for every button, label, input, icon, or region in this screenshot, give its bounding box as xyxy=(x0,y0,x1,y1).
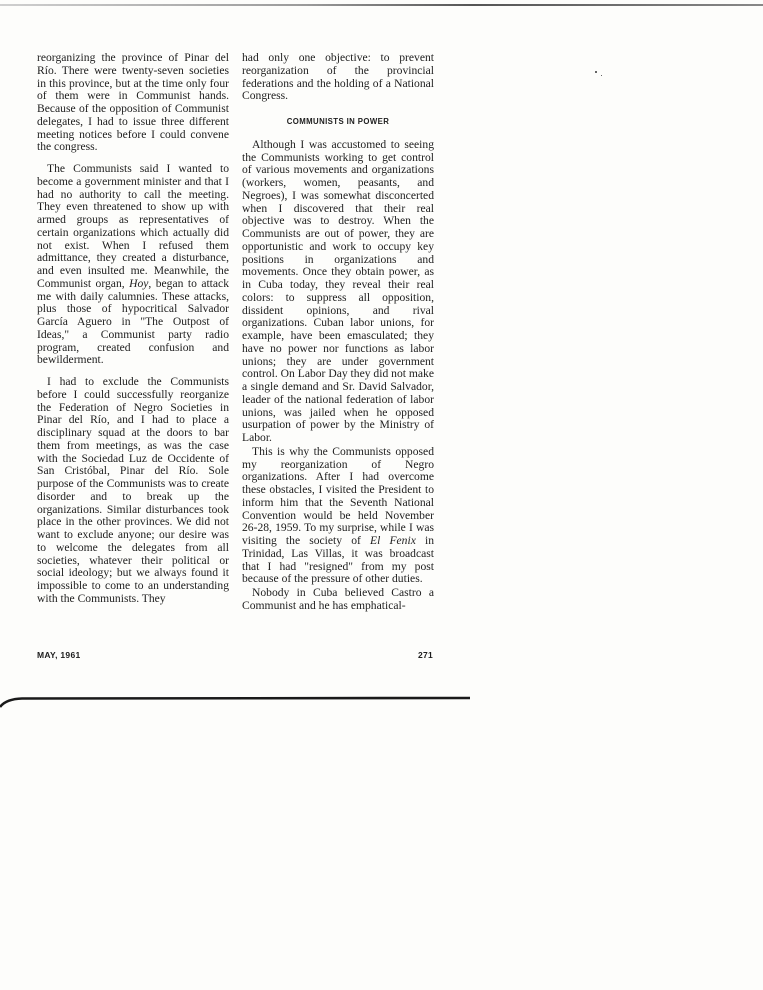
paragraph: Although I was accustomed to seeing the Communists working to get control of various movements and organizations (workers, women, peasants, and Negroes), I was somewhat disconcerted when I discovered that their real objective was to destroy. When the Communists are out of power, they are opportunistic and work to occupy key positions in organizations and movements. Once they obtain power, as in Cuba today, they reveal their real colors: to suppress all opposition, dissident opinions, and rival organizations. Cuban labor unions, for example, have been emasculated; they have no power nor functions as labor unions; they are under government control. On Labor Day they did not make a single demand and Sr. David Salvador, leader of the national federation of labor unions, was jailed when he opposed usurpation of power by the Ministry of Labor. xyxy=(242,137,434,444)
paragraph: The Communists said I wanted to become a government minister and that I had no authority to call the meeting. They even threatened to show up with armed groups as representatives of certain organizations which actually did not exist. When I refused them admittance, they created a disturbance, and even insulted me. Meanwhile, the Communist organ, Hoy, began to attack me with daily calumnies. These attacks, plus those of hypocritical Salvador García Aguero in "The Outpost of Ideas," a Communist party radio program, created confusion and bewilderment. xyxy=(37,162,229,367)
scan-top-rule xyxy=(0,4,763,6)
section-heading: COMMUNISTS IN POWER xyxy=(286,117,390,126)
left-column xyxy=(37,52,229,615)
page-number: 271 xyxy=(418,650,434,660)
scan-speck xyxy=(601,75,602,76)
paragraph: had only one objective: to prevent reorganization of the provincial federations and the holding of a National Congress. xyxy=(242,51,434,103)
paragraph: reorganizing the province of Pinar del Río. There were twenty-seven societies in this province, but at the time only four of them were in Communist hands. Because of the opposition of Communist delegates, I had to issue three different meeting notices before I could convene the congress. xyxy=(37,51,229,154)
paragraph: I had to exclude the Communists before I could successfully reorganize the Federation of Negro Societies in Pinar del Río, and I had to place a disciplinary squad at the doors to bar them from meetings, as was the case with the Sociedad Luz de Occidente of San Cristóbal, Pinar del Río. Sole purpose of the Communists was to create disorder and to break up the organizations. Similar disturbances took place in the other provinces. We did not want to exclude anyone; our desire was to welcome the delegates from all societies, whatever their political or social ideology; but we always found it impossible to come to an understanding with the Communists. They xyxy=(37,375,229,605)
scan-speck xyxy=(595,71,597,73)
right-column xyxy=(242,52,434,614)
paragraph: Nobody in Cuba believed Castro a Communist and he has emphatical- xyxy=(242,586,434,612)
scan-edge-line xyxy=(0,696,470,708)
paragraph: This is why the Communists opposed my reorganization of Negro organizations. After I had overcome these obstacles, I visited the President to inform him that the Seventh National Convention would be held November 26-28, 1959. To my surprise, while I was visiting the society of El Fenix in Trinidad, Las Villas, it was broadcast that I had "resigned" from my post because of the pressure of other duties. xyxy=(242,444,435,586)
issue-date: MAY, 1961 xyxy=(37,650,81,660)
